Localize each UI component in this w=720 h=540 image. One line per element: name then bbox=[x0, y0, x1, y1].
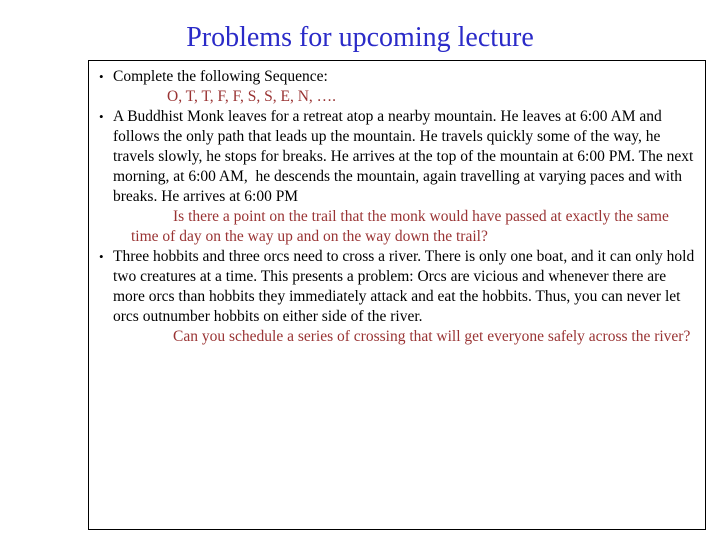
slide-title: Problems for upcoming lecture bbox=[186, 22, 534, 53]
bullet-icon: • bbox=[99, 109, 104, 124]
content-box bbox=[88, 60, 706, 530]
sequence-answer-line: O, T, T, F, F, S, S, E, N, …. bbox=[167, 88, 337, 105]
hobbits-question-text: Can you schedule a series of crossing that will get everyone safely across the river? bbox=[173, 328, 691, 345]
bullet-item-text: A Buddhist Monk leaves for a retreat atop a nearby mountain. He leaves at 6:00 AM and follows the only path that leads up the mountain. He travels quickly some of the way, he travels slowly, he stops for breaks. He arrives at the top of the mountain at 6:00 PM. The next morning, at 6:00 AM, he descends the mountain, again travelling at varying paces and with breaks. He arrives at 6:00 PM bbox=[113, 108, 698, 205]
monk-question-text: Is there a point on the trail that the monk would have passed at exactly the same time of day on the way up and on the way down the trail? bbox=[131, 208, 673, 245]
bullet-item-text: Complete the following Sequence: bbox=[113, 68, 328, 85]
bullet-icon: • bbox=[99, 69, 104, 84]
bullet-icon: • bbox=[99, 249, 104, 264]
bullet-item-text: Three hobbits and three orcs need to cross a river. There is only one boat, and it can only hold two creatures at a time. This presents a problem: Orcs are vicious and whenever there are more orcs than hobbits they immediately attack and eat the hobbits. Thus, you can never let orcs outnumber hobbits on either side of the river. bbox=[113, 248, 699, 325]
bullet-item-hobbits-problem bbox=[95, 247, 697, 327]
bullet-item-sequence-prompt bbox=[95, 67, 697, 87]
bullet-item-monk-problem bbox=[95, 107, 697, 207]
